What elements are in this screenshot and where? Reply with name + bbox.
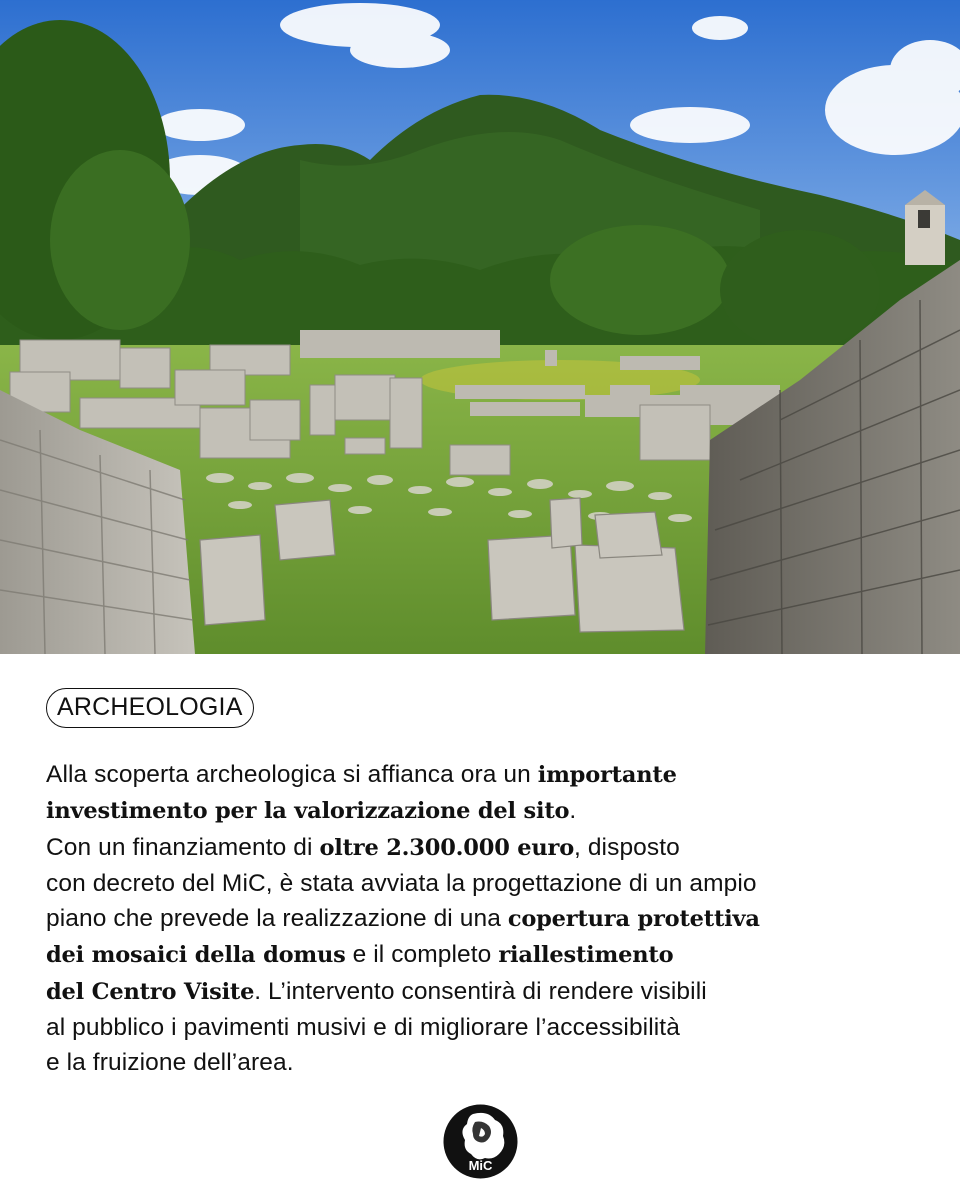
- text-line-6: [46, 937, 926, 973]
- text-line-5: [46, 901, 926, 937]
- bold-span: dei mosaici della domus: [46, 942, 346, 969]
- text-line-8: [46, 1010, 926, 1045]
- bold-span: riallestimento: [498, 942, 674, 969]
- text-span: Con un finanziamento di: [46, 833, 320, 861]
- text-span: Alla scoperta archeologica si affianca ora un: [46, 761, 538, 788]
- bold-span: oltre 2.300.000 euro: [319, 834, 575, 861]
- text-line-7: [46, 974, 926, 1010]
- bold-span: copertura protettiva: [507, 906, 760, 933]
- bold-span: investimento per la valorizzazione del sito: [46, 798, 570, 825]
- text-line-4: [46, 866, 926, 901]
- bold-span: importante: [537, 762, 677, 788]
- bold-span: del Centro Visite: [46, 978, 255, 1005]
- category-tag: [46, 688, 254, 728]
- text-line-9: [46, 1045, 926, 1080]
- text-span: .: [569, 797, 577, 825]
- text-line-2: [46, 793, 926, 829]
- text-span: , disposto: [574, 833, 680, 861]
- text-span: . L’intervento consentirà di rendere visibili: [254, 977, 707, 1005]
- category-tag-label: ARCHEOLOGIA: [57, 693, 243, 721]
- text-span: al pubblico i pavimenti musivi e di migliorare l’accessibilità: [46, 1014, 680, 1042]
- mic-logo-icon: [443, 1104, 518, 1179]
- text-span: con decreto del MiC, è stata avviata la progettazione di un ampio: [46, 869, 757, 897]
- text-span: piano che prevede la realizzazione di una: [46, 905, 508, 933]
- mic-logo: [443, 1104, 518, 1179]
- logo-text: MiC: [468, 1158, 493, 1173]
- article-paragraph: [46, 757, 926, 1081]
- text-span: e il completo: [345, 941, 499, 969]
- text-line-3: [46, 830, 926, 866]
- text-span: e la fruizione dell’area.: [46, 1049, 294, 1077]
- text-line-1: [46, 757, 926, 793]
